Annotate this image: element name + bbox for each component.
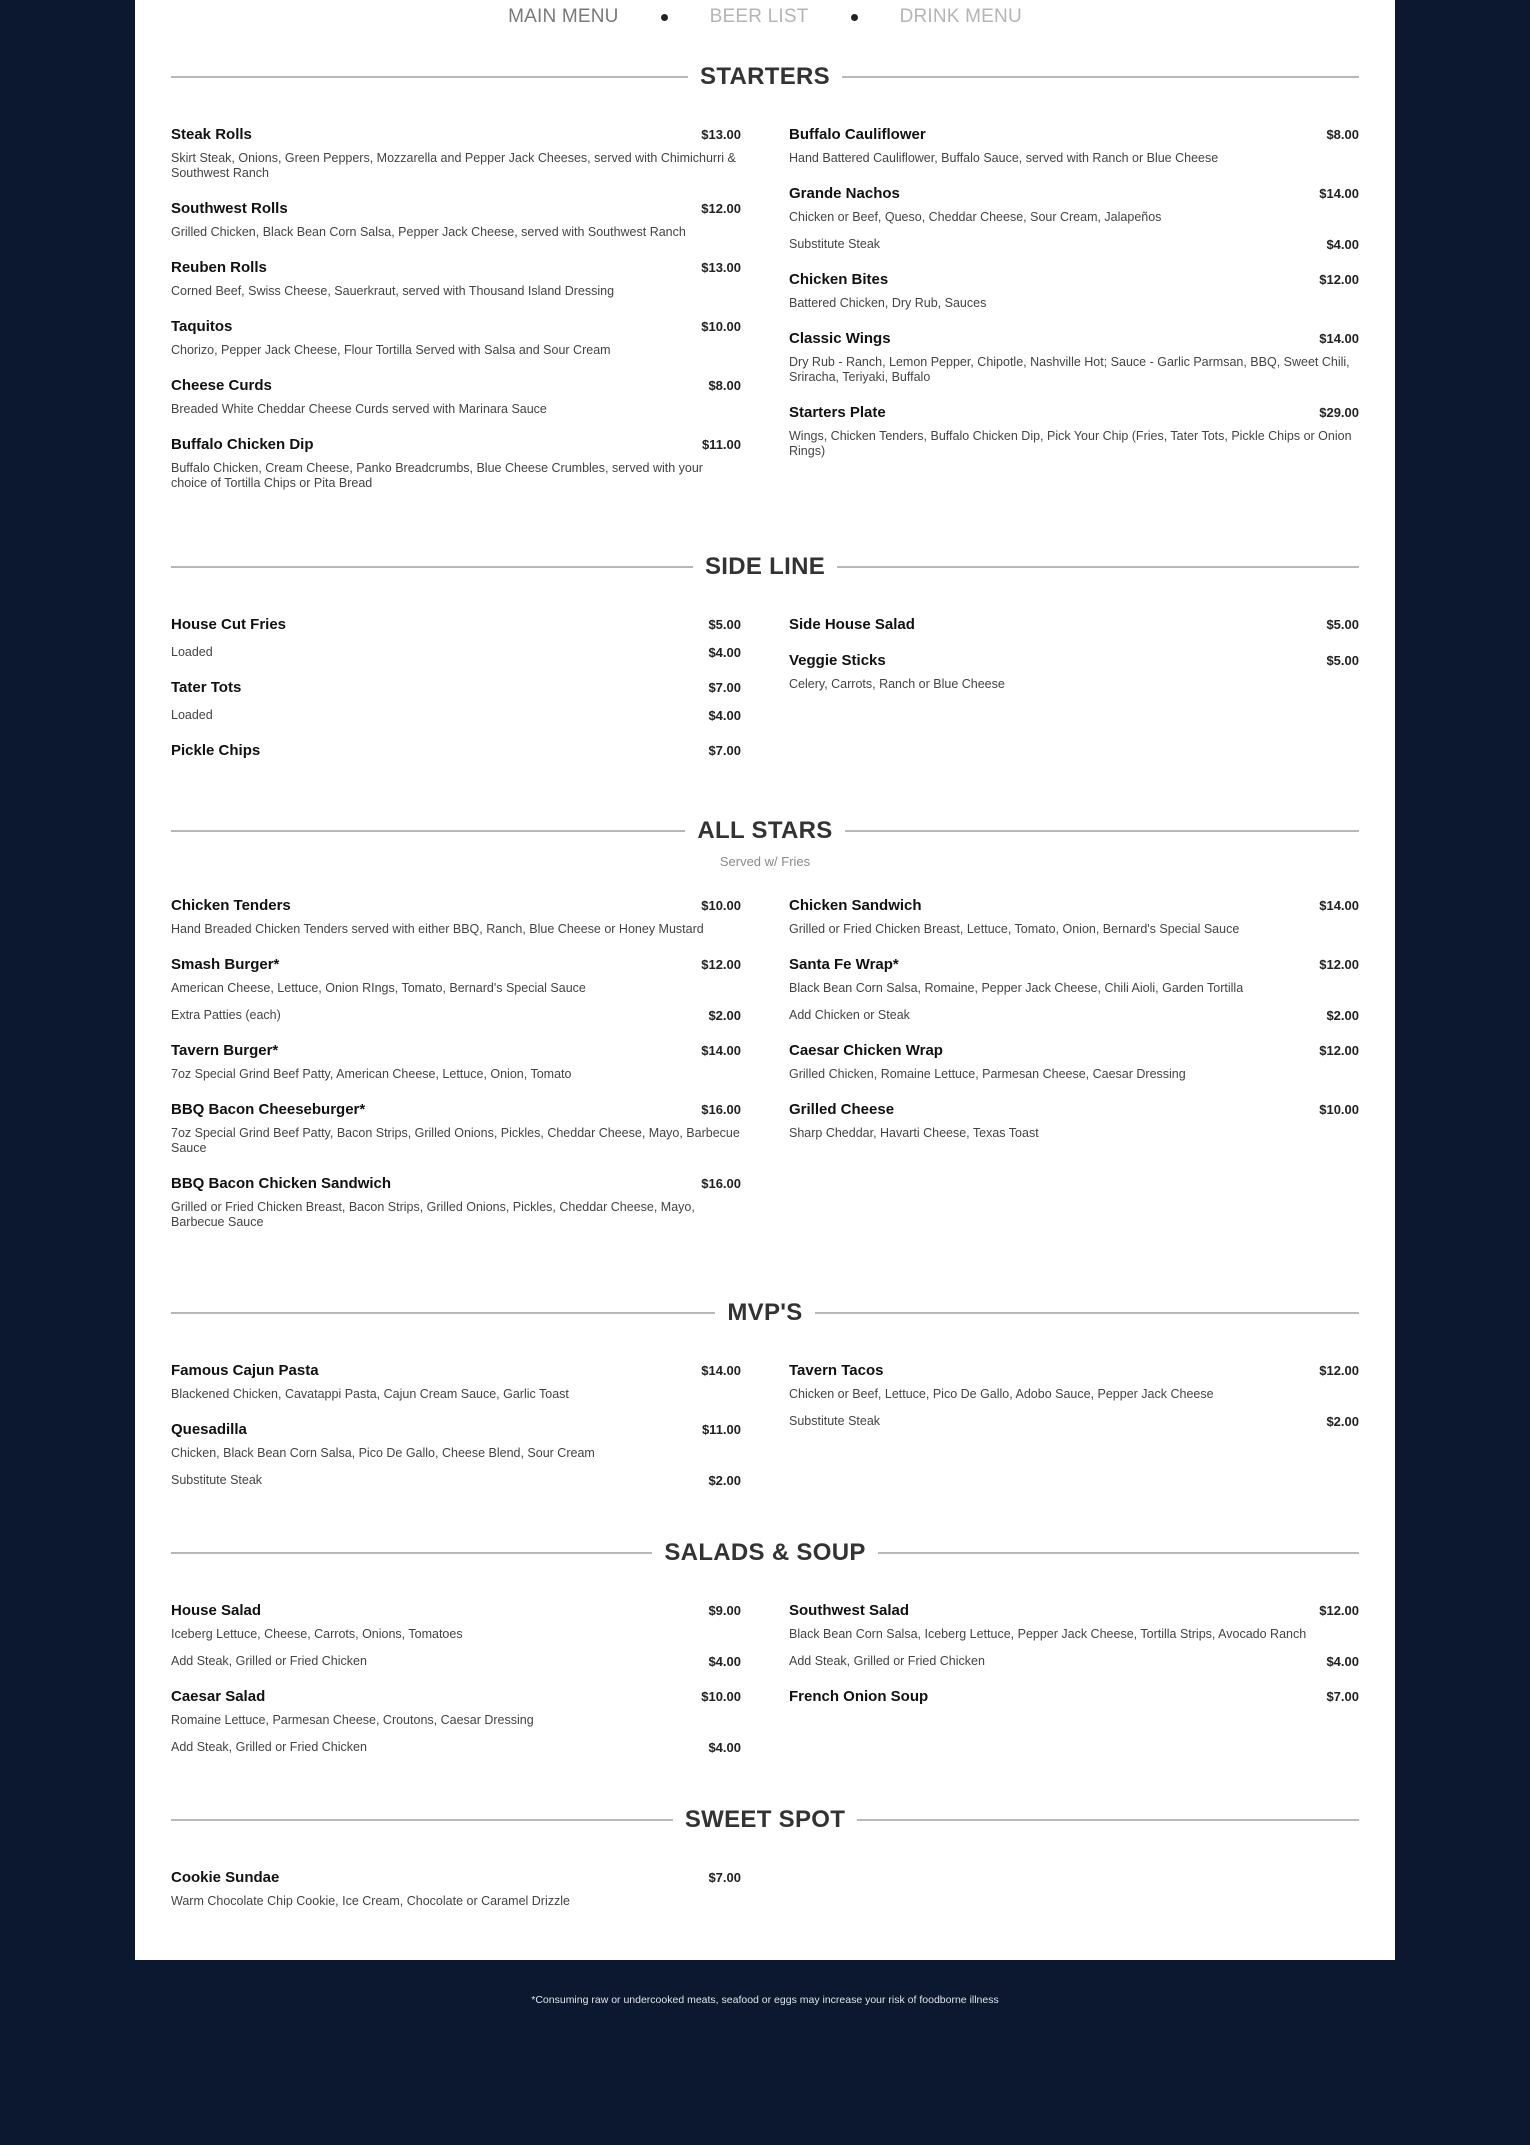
section-columns <box>171 897 1359 1249</box>
heading-rule <box>837 566 1359 568</box>
menu-item-header <box>171 1688 741 1705</box>
menu-item-price: $7.00 <box>1326 1689 1359 1704</box>
menu-item-name: House Salad <box>171 1602 262 1619</box>
addon-price: $2.00 <box>1326 1008 1359 1023</box>
menu-item-price: $10.00 <box>701 1689 741 1704</box>
menu-item <box>171 1688 741 1755</box>
menu-item-header <box>171 1042 741 1059</box>
right-column <box>789 616 1359 778</box>
addon-label: Extra Patties (each) <box>171 1008 281 1022</box>
menu-item-price: $12.00 <box>1319 1603 1359 1618</box>
left-column <box>171 1869 741 1928</box>
menu-item-name: French Onion Soup <box>789 1688 929 1705</box>
addon-label: Loaded <box>171 645 213 659</box>
menu-item-price: $7.00 <box>708 1870 741 1885</box>
menu-item <box>171 1602 741 1669</box>
menu-item-description: 7oz Special Grind Beef Patty, Bacon Strips, Grilled Onions, Pickles, Cheddar Cheese, Mayo, Barbecue Sauce <box>171 1126 740 1155</box>
menu-item <box>789 616 1359 633</box>
section-title: ALL STARS <box>697 817 833 844</box>
menu-item-name: Grilled Cheese <box>789 1101 895 1118</box>
section-columns <box>171 1362 1359 1507</box>
menu-item-description: Skirt Steak, Onions, Green Peppers, Mozzarella and Pepper Jack Cheeses, served with Chimichurri & Southwest Ranch <box>171 151 736 180</box>
menu-item <box>171 259 741 299</box>
menu-item-price: $10.00 <box>701 319 741 334</box>
menu-item <box>789 185 1359 252</box>
menu-item-name: Chicken Sandwich <box>789 897 922 914</box>
menu-item-name: Quesadilla <box>171 1421 247 1438</box>
menu-item-header <box>171 1869 741 1886</box>
menu-item-name: Chicken Tenders <box>171 897 291 914</box>
addon-label: Add Chicken or Steak <box>789 1008 910 1022</box>
section-columns <box>171 1869 1359 1928</box>
menu-item <box>171 200 741 240</box>
menu-item-price: $10.00 <box>1319 1102 1359 1117</box>
section-columns <box>171 1602 1359 1774</box>
menu-section-all-stars <box>171 816 1359 1249</box>
menu-item-description: Grilled Chicken, Romaine Lettuce, Parmesan Cheese, Caesar Dressing <box>789 1067 1186 1081</box>
menu-item <box>171 679 741 723</box>
menu-item-name: Starters Plate <box>789 404 886 421</box>
menu-item <box>171 1869 741 1909</box>
menu-item-name: Buffalo Chicken Dip <box>171 436 314 453</box>
nav-tab-main-menu[interactable]: MAIN MENU <box>508 6 619 27</box>
addon-label: Add Steak, Grilled or Fried Chicken <box>171 1654 367 1668</box>
menu-item-name: BBQ Bacon Cheeseburger* <box>171 1101 366 1118</box>
menu-item-description: Romaine Lettuce, Parmesan Cheese, Croutons, Caesar Dressing <box>171 1713 534 1727</box>
nav-tab-beer-list[interactable]: BEER LIST <box>709 6 809 27</box>
menu-item-description: Grilled or Fried Chicken Breast, Lettuce, Tomato, Onion, Bernard's Special Sauce <box>789 922 1240 936</box>
menu-section-side-line <box>171 552 1359 778</box>
menu-item-description: Hand Breaded Chicken Tenders served with either BBQ, Ranch, Blue Cheese or Honey Mustard <box>171 922 704 936</box>
right-column <box>789 897 1359 1249</box>
menu-item-name: Santa Fe Wrap* <box>789 956 899 973</box>
menu-item-header <box>171 126 741 143</box>
menu-item-price: $16.00 <box>701 1176 741 1191</box>
addon-label: Loaded <box>171 708 213 722</box>
heading-rule <box>857 1819 1359 1821</box>
heading-rule <box>171 830 685 832</box>
menu-item-description: Black Bean Corn Salsa, Romaine, Pepper Jack Cheese, Chili Aioli, Garden Tortilla <box>789 981 1244 995</box>
nav-separator-dot <box>851 14 858 21</box>
section-columns <box>171 126 1359 510</box>
section-title: STARTERS <box>700 63 830 90</box>
section-heading <box>171 1805 1359 1835</box>
menu-item-header <box>789 1602 1359 1619</box>
section-heading <box>171 62 1359 92</box>
menu-item-name: Buffalo Cauliflower <box>789 126 926 143</box>
addon-price: $4.00 <box>1326 237 1359 252</box>
addon-label: Add Steak, Grilled or Fried Chicken <box>789 1654 985 1668</box>
menu-item-description: Chicken or Beef, Lettuce, Pico De Gallo, Adobo Sauce, Pepper Jack Cheese <box>789 1387 1214 1401</box>
menu-item-header <box>789 1362 1359 1379</box>
menu-item-name: Grande Nachos <box>789 185 900 202</box>
left-column <box>171 897 741 1249</box>
menu-item-price: $13.00 <box>701 260 741 275</box>
section-subtitle: Served w/ Fries <box>719 854 811 869</box>
menu-item <box>789 1362 1359 1429</box>
menu-section-salads-soup <box>171 1538 1359 1774</box>
addon-price: $4.00 <box>708 1654 741 1669</box>
menu-item-price: $29.00 <box>1319 405 1359 420</box>
menu-item-addon <box>171 708 741 723</box>
menu-item-name: Cookie Sundae <box>171 1869 280 1886</box>
menu-item-name: Tater Tots <box>171 679 242 696</box>
menu-item <box>171 436 741 491</box>
menu-item-header <box>789 330 1359 347</box>
menu-item <box>789 897 1359 937</box>
heading-rule <box>171 566 693 568</box>
menu-item-price: $5.00 <box>708 617 741 632</box>
left-column <box>171 1362 741 1507</box>
nav-tab-drink-menu[interactable]: DRINK MENU <box>899 6 1022 27</box>
menu-item <box>789 404 1359 459</box>
section-columns <box>171 616 1359 778</box>
menu-item <box>789 956 1359 1023</box>
menu-item-header <box>789 1042 1359 1059</box>
left-column <box>171 616 741 778</box>
menu-item <box>171 1175 741 1230</box>
menu-item <box>789 1602 1359 1669</box>
menu-item-header <box>171 956 741 973</box>
nav-separator-dot <box>661 14 668 21</box>
menu-item-header <box>171 377 741 394</box>
menu-item-header <box>789 126 1359 143</box>
right-column <box>789 1602 1359 1774</box>
menu-item-name: Southwest Salad <box>789 1602 910 1619</box>
heading-rule <box>815 1312 1359 1314</box>
menu-item-price: $13.00 <box>701 127 741 142</box>
menu-item-name: Taquitos <box>171 318 233 335</box>
menu-item-header <box>171 1362 741 1379</box>
menu-item-price: $12.00 <box>701 201 741 216</box>
menu-item-name: Caesar Chicken Wrap <box>789 1042 943 1059</box>
menu-item-name: Famous Cajun Pasta <box>171 1362 319 1379</box>
menu-item-price: $8.00 <box>708 378 741 393</box>
menu-item <box>171 318 741 358</box>
menu-item-addon <box>789 1414 1359 1429</box>
menu-item-name: Tavern Tacos <box>789 1362 884 1379</box>
menu-item-header <box>171 436 741 453</box>
addon-label: Substitute Steak <box>171 1473 263 1487</box>
menu-item-addon <box>171 645 741 660</box>
menu-item-description: 7oz Special Grind Beef Patty, American Cheese, Lettuce, Onion, Tomato <box>171 1067 572 1081</box>
menu-item-addon <box>171 1473 741 1488</box>
menu-item-price: $7.00 <box>708 743 741 758</box>
menu-item-price: $12.00 <box>1319 1043 1359 1058</box>
menu-item-description: Battered Chicken, Dry Rub, Sauces <box>789 296 987 310</box>
addon-label: Substitute Steak <box>789 1414 881 1428</box>
menu-item <box>789 1688 1359 1705</box>
menu-item-description: Blackened Chicken, Cavatappi Pasta, Cajun Cream Sauce, Garlic Toast <box>171 1387 569 1401</box>
addon-price: $2.00 <box>1326 1414 1359 1429</box>
menu-item-header <box>171 616 741 633</box>
menu-item-header <box>789 1101 1359 1118</box>
addon-price: $2.00 <box>708 1473 741 1488</box>
menu-item-description: Black Bean Corn Salsa, Iceberg Lettuce, Pepper Jack Cheese, Tortilla Strips, Avocado Ranch <box>789 1627 1307 1641</box>
menu-item-name: Chicken Bites <box>789 271 889 288</box>
section-heading <box>171 1298 1359 1328</box>
menu-item-price: $14.00 <box>701 1363 741 1378</box>
menu-item-price: $11.00 <box>701 437 741 452</box>
menu-item-description: Corned Beef, Swiss Cheese, Sauerkraut, served with Thousand Island Dressing <box>171 284 615 298</box>
menu-item-name: Classic Wings <box>789 330 891 347</box>
menu-item-price: $12.00 <box>1319 957 1359 972</box>
menu-item <box>789 330 1359 385</box>
menu-item-header <box>789 616 1359 633</box>
menu-item-name: Southwest Rolls <box>171 200 288 217</box>
menu-item-description: Warm Chocolate Chip Cookie, Ice Cream, Chocolate or Caramel Drizzle <box>171 1894 570 1908</box>
menu-item-addon <box>789 1008 1359 1023</box>
menu-item-header <box>789 185 1359 202</box>
footer-disclaimer: *Consuming raw or undercooked meats, seafood or eggs may increase your risk of foodborne illness <box>531 1994 999 2006</box>
heading-rule <box>171 1312 715 1314</box>
menu-panel <box>135 0 1395 1960</box>
menu-item-price: $14.00 <box>701 1043 741 1058</box>
menu-item <box>171 897 741 937</box>
heading-rule <box>171 1552 652 1554</box>
menu-item-price: $9.00 <box>708 1603 741 1618</box>
menu-item <box>171 377 741 417</box>
menu-item-description: Celery, Carrots, Ranch or Blue Cheese <box>789 677 1005 691</box>
menu-item-header <box>171 259 741 276</box>
menu-item-header <box>171 742 741 759</box>
menu-item <box>171 1421 741 1488</box>
menu-item-name: Reuben Rolls <box>171 259 267 276</box>
menu-item-header <box>789 1688 1359 1705</box>
menu-item-description: Dry Rub - Ranch, Lemon Pepper, Chipotle, Nashville Hot; Sauce - Garlic Parmsan, BBQ, Sweet Chili, Sriracha, Teriyaki, Buffalo <box>789 355 1350 384</box>
heading-rule <box>842 76 1359 78</box>
menu-item-header <box>171 1101 741 1118</box>
right-column <box>789 126 1359 510</box>
menu-item <box>789 652 1359 692</box>
addon-price: $4.00 <box>1326 1654 1359 1669</box>
menu-item-price: $5.00 <box>1326 617 1359 632</box>
menu-item-price: $8.00 <box>1326 127 1359 142</box>
menu-item-header <box>171 1175 741 1192</box>
addon-price: $4.00 <box>708 708 741 723</box>
menu-item-price: $11.00 <box>701 1422 741 1437</box>
menu-item <box>789 1101 1359 1141</box>
menu-item-price: $7.00 <box>708 680 741 695</box>
menu-item-header <box>171 1602 741 1619</box>
menu-item-header <box>171 318 741 335</box>
menu-item-description: Breaded White Cheddar Cheese Curds served with Marinara Sauce <box>171 402 547 416</box>
menu-item-description: American Cheese, Lettuce, Onion RIngs, Tomato, Bernard's Special Sauce <box>171 981 586 995</box>
menu-section-starters <box>171 62 1359 510</box>
menu-section-mvp-s <box>171 1298 1359 1507</box>
menu-item-description: Sharp Cheddar, Havarti Cheese, Texas Toast <box>789 1126 1039 1140</box>
menu-item-name: Caesar Salad <box>171 1688 266 1705</box>
menu-item-description: Chicken or Beef, Queso, Cheddar Cheese, Sour Cream, Jalapeños <box>789 210 1162 224</box>
menu-item <box>171 616 741 660</box>
menu-item-header <box>171 679 741 696</box>
menu-item <box>789 271 1359 311</box>
menu-item-header <box>789 271 1359 288</box>
menu-item-price: $14.00 <box>1319 331 1359 346</box>
menu-item-price: $12.00 <box>701 957 741 972</box>
menu-item-price: $14.00 <box>1319 186 1359 201</box>
section-title: SWEET SPOT <box>684 1806 846 1833</box>
menu-item-header <box>171 1421 741 1438</box>
menu-item-name: Steak Rolls <box>171 126 252 143</box>
left-column <box>171 126 741 510</box>
menu-item-header <box>789 404 1359 421</box>
menu-item <box>171 1362 741 1402</box>
menu-item-header <box>789 956 1359 973</box>
menu-item-name: BBQ Bacon Chicken Sandwich <box>171 1175 392 1192</box>
addon-label: Substitute Steak <box>789 237 881 251</box>
menu-item-addon <box>789 237 1359 252</box>
menu-item-name: House Cut Fries <box>171 616 287 633</box>
menu-item <box>171 742 741 759</box>
menu-item-description: Chicken, Black Bean Corn Salsa, Pico De Gallo, Cheese Blend, Sour Cream <box>171 1446 595 1460</box>
menu-item-addon <box>171 1654 741 1669</box>
menu-item-header <box>171 897 741 914</box>
menu-item-name: Smash Burger* <box>171 956 280 973</box>
menu-item-name: Veggie Sticks <box>789 652 886 669</box>
menu-item-name: Tavern Burger* <box>171 1042 279 1059</box>
heading-rule <box>878 1552 1359 1554</box>
heading-rule <box>845 830 1359 832</box>
menu-item <box>171 1101 741 1156</box>
menu-item <box>171 126 741 181</box>
menu-item-name: Cheese Curds <box>171 377 272 394</box>
right-column <box>789 1362 1359 1507</box>
menu-item-addon <box>171 1740 741 1755</box>
addon-price: $4.00 <box>708 645 741 660</box>
menu-item-description: Chorizo, Pepper Jack Cheese, Flour Tortilla Served with Salsa and Sour Cream <box>171 343 611 357</box>
menu-item-price: $16.00 <box>701 1102 741 1117</box>
addon-price: $2.00 <box>708 1008 741 1023</box>
menu-item-header <box>171 200 741 217</box>
section-heading <box>171 816 1359 846</box>
menu-item-price: $10.00 <box>701 898 741 913</box>
addon-label: Add Steak, Grilled or Fried Chicken <box>171 1740 367 1754</box>
menu-item-description: Grilled or Fried Chicken Breast, Bacon Strips, Grilled Onions, Pickles, Cheddar Cheese, Mayo, Barbecue Sauce <box>171 1200 695 1229</box>
menu-item-header <box>789 652 1359 669</box>
menu-item <box>789 1042 1359 1082</box>
menu-section-sweet-spot <box>171 1805 1359 1928</box>
menu-item-description: Grilled Chicken, Black Bean Corn Salsa, Pepper Jack Cheese, served with Southwest Ranch <box>171 225 686 239</box>
section-title: SALADS & SOUP <box>664 1539 866 1566</box>
heading-rule <box>171 1819 673 1821</box>
menu-item-price: $12.00 <box>1319 272 1359 287</box>
menu-item-addon <box>789 1654 1359 1669</box>
menu-item-name: Side House Salad <box>789 616 915 633</box>
left-column <box>171 1602 741 1774</box>
addon-price: $4.00 <box>708 1740 741 1755</box>
menu-item-price: $12.00 <box>1319 1363 1359 1378</box>
menu-item-header <box>789 897 1359 914</box>
menu-item-price: $14.00 <box>1319 898 1359 913</box>
menu-item-price: $5.00 <box>1326 653 1359 668</box>
menu-nav <box>135 0 1395 34</box>
menu-item <box>171 1042 741 1082</box>
menu-item <box>789 126 1359 166</box>
heading-rule <box>171 76 688 78</box>
menu-item-description: Wings, Chicken Tenders, Buffalo Chicken Dip, Pick Your Chip (Fries, Tater Tots, Pickle Chips or Onion Rings) <box>789 429 1352 458</box>
menu-item <box>171 956 741 1023</box>
menu-item-description: Iceberg Lettuce, Cheese, Carrots, Onions, Tomatoes <box>171 1627 463 1641</box>
right-column <box>789 1869 1359 1928</box>
menu-item-description: Hand Battered Cauliflower, Buffalo Sauce, served with Ranch or Blue Cheese <box>789 151 1219 165</box>
menu-item-description: Buffalo Chicken, Cream Cheese, Panko Breadcrumbs, Blue Cheese Crumbles, served with your choice of Tortilla Chips or Pita Bread <box>171 461 703 490</box>
section-heading <box>171 552 1359 582</box>
section-title: SIDE LINE <box>704 553 826 580</box>
section-heading <box>171 1538 1359 1568</box>
menu-item-name: Pickle Chips <box>171 742 261 759</box>
menu-item-addon <box>171 1008 741 1023</box>
section-title: MVP'S <box>727 1299 803 1326</box>
